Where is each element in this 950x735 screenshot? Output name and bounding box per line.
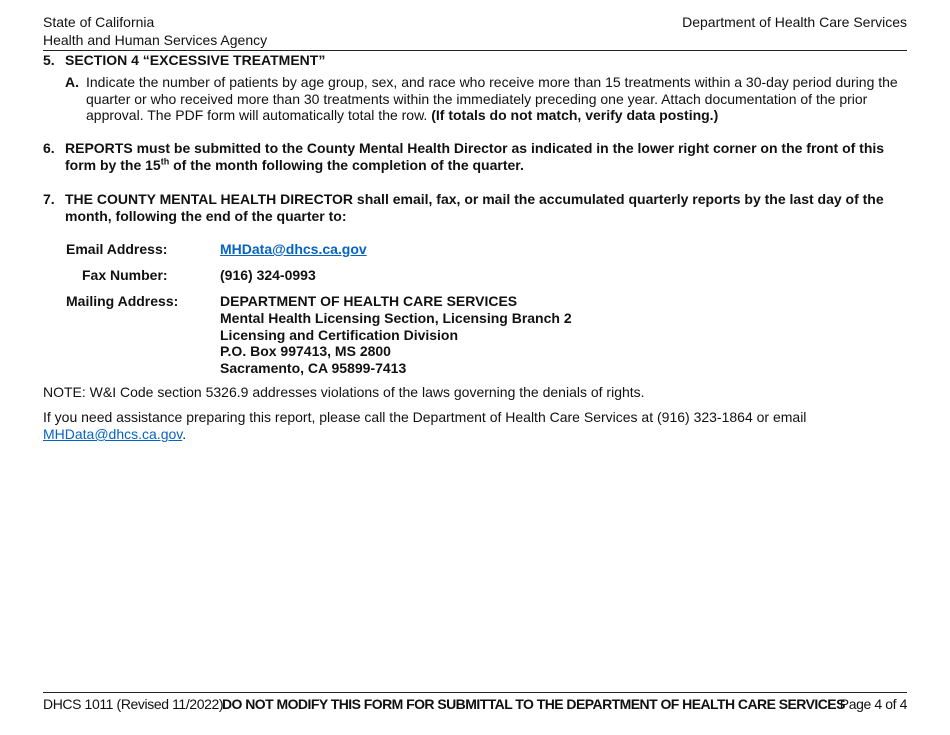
item-5a-body: Indicate the number of patients by age group, sex, and race who receive more than 15 treatments within a 30-day period during the quarter or who received more than 30 treatments within the immediately preceding one year. Attach documentation of the prior approval. The PDF form will automatically total the row. bbox=[86, 74, 898, 124]
note-text: NOTE: W&I Code section 5326.9 addresses violations of the laws governing the denials of rights. bbox=[43, 384, 645, 400]
assistance-text: If you need assistance preparing this report, please call the Department of Health Care Services at (916) 323-1864 or email bbox=[43, 409, 807, 425]
footer-rule bbox=[43, 692, 907, 693]
header-department: Department of Health Care Services bbox=[682, 14, 907, 30]
item-6-text bbox=[65, 140, 895, 173]
assistance-period: . bbox=[182, 426, 187, 442]
item-6-body: REPORTS must be submitted to the County Mental Health Director as indicated in the lower right corner on the front of this form by the 15 bbox=[65, 140, 885, 173]
mailing-line: DEPARTMENT OF HEALTH CARE SERVICES bbox=[220, 293, 518, 309]
mailing-label: Mailing Address: bbox=[66, 293, 179, 309]
assistance-email-link[interactable]: MHData@dhcs.ca.gov bbox=[43, 426, 183, 442]
email-link[interactable]: MHData@dhcs.ca.gov bbox=[220, 241, 367, 257]
header-agency: Health and Human Services Agency bbox=[43, 32, 268, 48]
footer-warning: DO NOT MODIFY THIS FORM FOR SUBMITTAL TO THE DEPARTMENT OF HEALTH CARE SERVICES bbox=[222, 696, 845, 712]
footer-page-number: Page 4 of 4 bbox=[839, 696, 907, 712]
item-6-body-end: of the month following the completion of the quarter. bbox=[169, 156, 524, 173]
mailing-line: Mental Health Licensing Section, Licensing Branch 2 bbox=[220, 309, 572, 326]
item-6-number: 6. bbox=[43, 140, 55, 156]
header-rule bbox=[43, 50, 907, 51]
email-label: Email Address: bbox=[66, 241, 168, 257]
header-state: State of California bbox=[43, 14, 155, 30]
item-5a-letter: A. bbox=[65, 74, 79, 90]
item-5a-bold-note: (If totals do not match, verify data posting.) bbox=[431, 107, 719, 124]
item-5-title: SECTION 4 “EXCESSIVE TREATMENT” bbox=[65, 52, 326, 68]
footer-form-id: DHCS 1011 (Revised 11/2022) bbox=[43, 696, 224, 712]
mailing-line: Licensing and Certification Division bbox=[220, 326, 459, 343]
item-5a-text bbox=[86, 74, 904, 124]
fax-number: (916) 324-0993 bbox=[220, 267, 316, 283]
item-7-number: 7. bbox=[43, 191, 55, 207]
mailing-address bbox=[220, 293, 572, 377]
mailing-line: P.O. Box 997413, MS 2800 bbox=[220, 343, 391, 360]
header-agency-block bbox=[43, 13, 267, 49]
fax-label: Fax Number: bbox=[82, 267, 168, 283]
item-5-number: 5. bbox=[43, 52, 55, 68]
assistance-paragraph bbox=[43, 409, 903, 443]
item-7-text: THE COUNTY MENTAL HEALTH DIRECTOR shall email, fax, or mail the accumulated quarterly reports by the last day of the month, following the end of the quarter to: bbox=[65, 191, 884, 224]
item-6-sup: th bbox=[160, 155, 170, 166]
mailing-line: Sacramento, CA 95899-7413 bbox=[220, 360, 407, 377]
